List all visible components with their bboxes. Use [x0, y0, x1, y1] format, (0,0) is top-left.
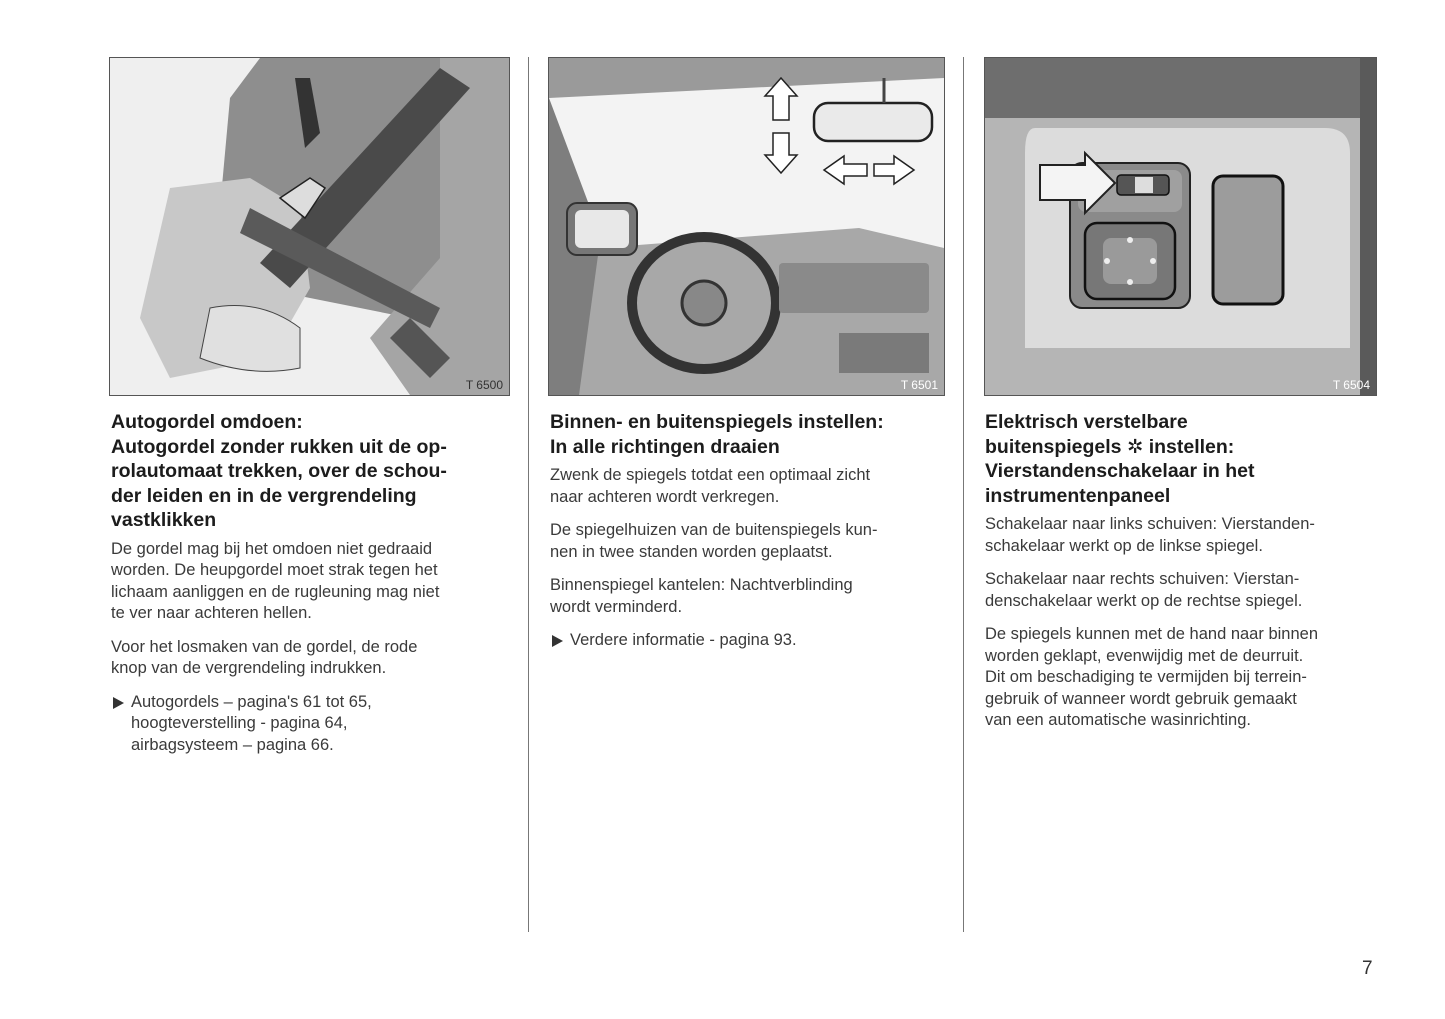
text-line: nen in twee standen worden geplaatst.	[550, 542, 833, 561]
paragraph	[550, 520, 950, 563]
cross-reference	[111, 692, 511, 757]
paragraph	[111, 539, 511, 625]
text-line: De gordel mag bij het omdoen niet gedraaid	[111, 539, 433, 558]
section-heading	[550, 410, 950, 459]
text-line: worden. De heupgordel moet strak tegen het	[111, 561, 438, 579]
heading-line: buitenspiegels ✲ instellen:	[985, 435, 1235, 458]
heading-line: rolautomaat trekken, over de schou-	[111, 460, 447, 482]
heading-line: Elektrisch verstelbare	[985, 411, 1188, 433]
seatbelt-section	[111, 410, 511, 756]
text-line: van een automatische wasinrichting.	[985, 711, 1251, 729]
text-line: Voor het losmaken van de gordel, de rode	[111, 637, 418, 656]
text-line: worden geklapt, evenwijdig met de deurruit.	[985, 646, 1304, 665]
text-line: Dit om beschadiging te vermijden bij terrein-	[985, 668, 1307, 686]
text-line: Verdere informatie - pagina 93.	[570, 631, 797, 649]
text-line: te ver naar achteren hellen.	[111, 604, 312, 622]
heading-line: der leiden en in de vergrendeling	[111, 484, 417, 507]
mirror-section	[550, 410, 950, 652]
section-heading	[985, 410, 1385, 508]
text-line: hoogteverstelling - pagina 64,	[131, 714, 348, 732]
figure-code: T 6504	[1332, 378, 1370, 392]
figure-code: T 6500	[465, 378, 503, 392]
column-divider	[528, 57, 529, 932]
page-number: 7	[1362, 958, 1373, 979]
paragraph	[550, 575, 950, 618]
text-line: gebruik of wanneer wordt gebruik gemaakt	[985, 689, 1297, 708]
heading-line: In alle richtingen draaien	[550, 435, 780, 458]
cross-reference	[550, 630, 950, 652]
electric-mirror-section	[985, 410, 1385, 732]
column-divider	[963, 57, 964, 932]
paragraph	[550, 465, 950, 508]
section-heading	[111, 410, 511, 533]
figure-code: T 6501	[900, 378, 938, 392]
text-line: lichaam aanliggen en de rugleuning mag niet	[111, 582, 440, 601]
text-line: Schakelaar naar rechts schuiven: Vierstan-	[985, 570, 1300, 588]
text-line: wordt verminderd.	[550, 597, 683, 616]
text-line: naar achteren wordt verkregen.	[550, 487, 780, 506]
heading-line: Autogordel omdoen:	[111, 411, 303, 433]
text-line: denschakelaar werkt op de rechtse spiegel.	[985, 591, 1303, 610]
heading-line: instrumentenpaneel	[985, 484, 1171, 507]
heading-line: Autogordel zonder rukken uit de op-	[111, 435, 447, 458]
paragraph	[985, 624, 1385, 732]
mirror-adjustment-illustration	[548, 57, 945, 396]
text-line: De spiegelhuizen van de buitenspiegels kun-	[550, 521, 878, 539]
text-line: Schakelaar naar links schuiven: Vierstanden-	[985, 515, 1315, 533]
heading-line: Binnen- en buitenspiegels instellen:	[550, 411, 884, 433]
text-line: Binnenspiegel kantelen: Nachtverblinding	[550, 576, 853, 594]
mirror-switch-illustration	[984, 57, 1377, 396]
paragraph	[985, 569, 1385, 612]
text-line: schakelaar werkt op de linkse spiegel.	[985, 536, 1263, 555]
heading-line: vastklikken	[111, 509, 217, 531]
text-line: Zwenk de spiegels totdat een optimaal zicht	[550, 466, 871, 484]
seatbelt-illustration	[109, 57, 510, 396]
paragraph	[985, 514, 1385, 557]
text-line: Autogordels – pagina's 61 tot 65,	[131, 692, 372, 711]
triangle-bullet-icon	[113, 697, 124, 709]
text-line: airbagsysteem – pagina 66.	[131, 735, 334, 754]
paragraph	[111, 637, 511, 680]
text-line: knop van de vergrendeling indrukken.	[111, 659, 387, 677]
text-line: De spiegels kunnen met de hand naar binnen	[985, 625, 1318, 643]
triangle-bullet-icon	[552, 635, 563, 647]
heading-line: Vierstandenschakelaar in het	[985, 460, 1255, 482]
